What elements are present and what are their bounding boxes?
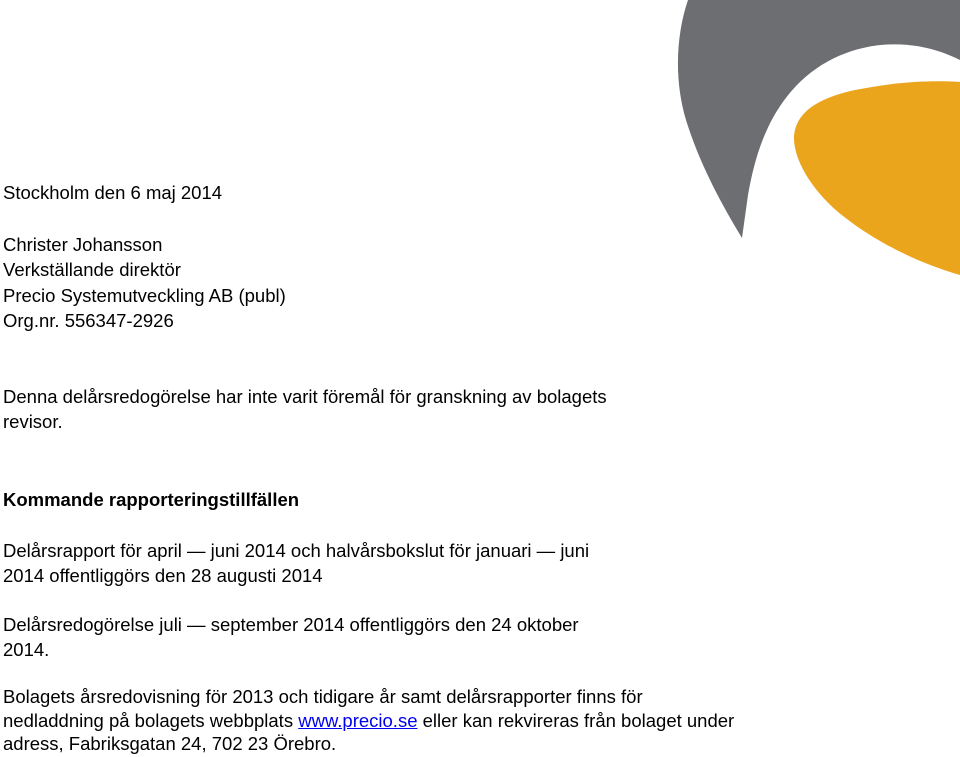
report-item-3-line-1: Bolagets årsredovisning för 2013 och tidigare år samt delårsrapporter finns för (3, 686, 643, 707)
report-item-3-text-after-link: eller kan rekvireras från bolaget under (417, 710, 735, 731)
report-item-1-line-2: 2014 offentliggörs den 28 augusti 2014 (3, 565, 323, 586)
signatory-title: Verkställande direktör (3, 259, 181, 280)
review-note-line-2: revisor. (3, 411, 63, 432)
org-number: Org.nr. 556347-2926 (3, 310, 174, 331)
signatory-name: Christer Johansson (3, 234, 163, 255)
review-note-line-1: Denna delårsredogörelse har inte varit föremål för granskning av bolagets (3, 386, 607, 407)
report-item-2-line-1: Delårsredogörelse juli — september 2014 offentliggörs den 24 oktober (3, 614, 579, 635)
website-link[interactable]: www.precio.se (298, 710, 418, 731)
report-item-3-line-3: adress, Fabriksgatan 24, 702 23 Örebro. (3, 733, 337, 754)
report-item-1-line-1: Delårsrapport för april — juni 2014 och halvårsbokslut för januari — juni (3, 540, 590, 561)
section-heading: Kommande rapporteringstillfällen (3, 489, 300, 510)
logo-orange-shape (794, 81, 960, 275)
report-item-2-line-2: 2014. (3, 639, 50, 660)
report-item-3-line-2 (3, 708, 734, 734)
place-date: Stockholm den 6 maj 2014 (3, 182, 223, 203)
company-name: Precio Systemutveckling AB (publ) (3, 285, 286, 306)
logo-gray-shape (678, 0, 960, 238)
report-item-3-text-before-link: nedladdning på bolagets webbplats (3, 710, 299, 731)
